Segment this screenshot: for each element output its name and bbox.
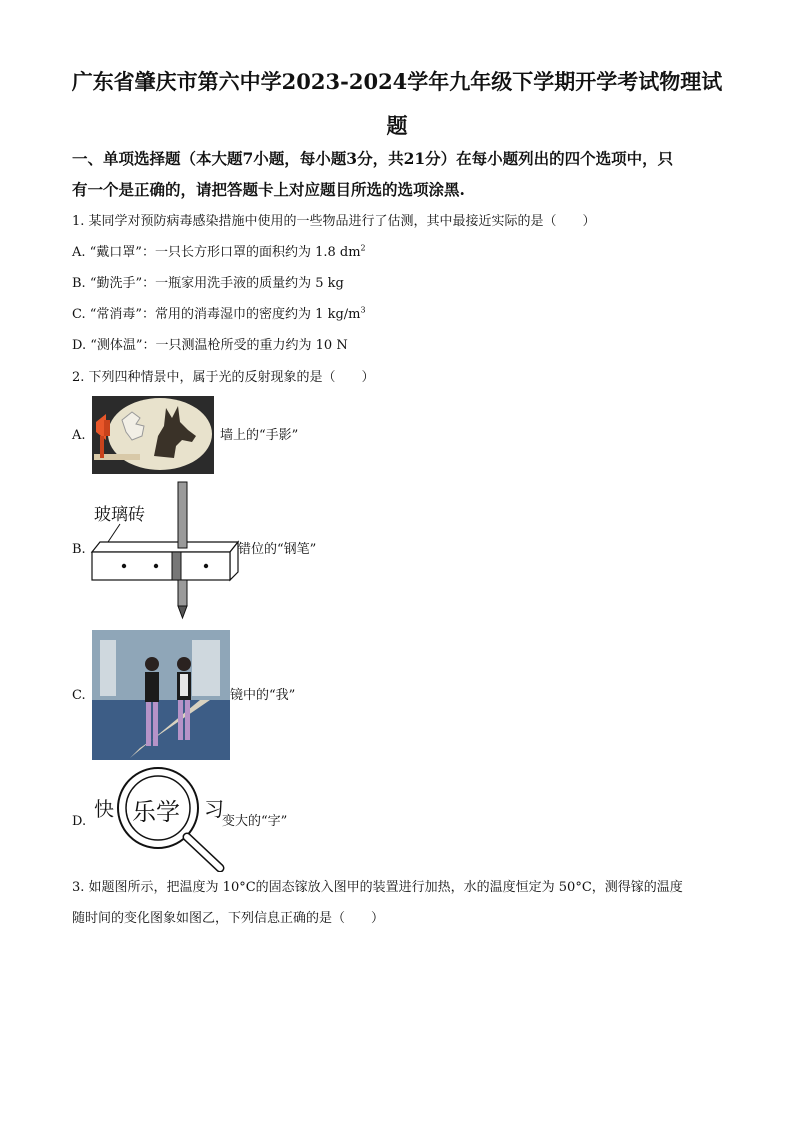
q2-option-d-caption: 变大的“字” [222,814,288,829]
magnifier-image [90,766,230,872]
glass-brick-label: 玻璃砖 [94,505,145,525]
q1-option-b: B. “勤洗手”：一瓶家用洗手液的质量约为 5 kg [72,276,344,291]
q2-option-c-caption: 镜中的“我” [230,688,296,703]
q3-stem-line1: 3. 如题图所示，把温度为 10°C的固态镓放入图甲的装置进行加热，水的温度恒定为 50°C，测得镓的温度 [72,880,683,895]
magnifier-right-char: 习 [204,797,224,821]
magnifier-mid-chars: 乐学 [132,798,180,826]
q2-stem: 2. 下列四种情景中，属于光的反射现象的是（ ） [72,370,375,385]
q2-option-d-label: D. [72,814,87,829]
q1-option-c-sup: 3 [360,305,366,315]
doc-title-line1: 广东省肇庆市第六中学2023-2024学年九年级下学期开学考试物理试 [71,69,723,94]
q1-option-a-text: A. “戴口罩”：一只长方形口罩的面积约为 1.8 dm [72,245,361,260]
section-heading-line1: 一、单项选择题（本大题7小题，每小题3分，共21分）在每小题列出的四个选项中，只 [72,149,674,168]
q1-option-c-text: C. “常消毒”：常用的消毒湿巾的密度约为 1 kg/m [72,307,361,322]
hand-shadow-image [92,396,214,474]
q2-option-a-label: A. [72,428,86,443]
q1-option-a [72,244,366,262]
section-heading-line2: 有一个是正确的，请把答题卡上对应题目所选的选项涂黑. [72,180,465,199]
glass-brick-pen-image [90,480,242,620]
q1-option-d: D. “测体温”：一只测温枪所受的重力约为 10 N [72,338,348,353]
q2-option-c-label: C. [72,688,86,703]
doc-title-line2: 题 [386,113,408,138]
q2-option-b-caption: 错位的“钢笔” [238,542,317,557]
mirror-image [92,630,230,760]
q1-option-c [72,306,366,324]
q3-stem-line2: 随时间的变化图象如图乙，下列信息正确的是（ ） [72,911,385,926]
q1-option-a-sup: 2 [360,243,366,253]
q1-stem: 1. 某同学对预防病毒感染措施中使用的一些物品进行了估测，其中最接近实际的是（ ） [72,214,596,229]
magnifier-left-char: 快 [94,797,114,821]
q2-option-a-caption: 墙上的“手影” [220,428,299,443]
q2-option-b-label: B. [72,542,86,557]
